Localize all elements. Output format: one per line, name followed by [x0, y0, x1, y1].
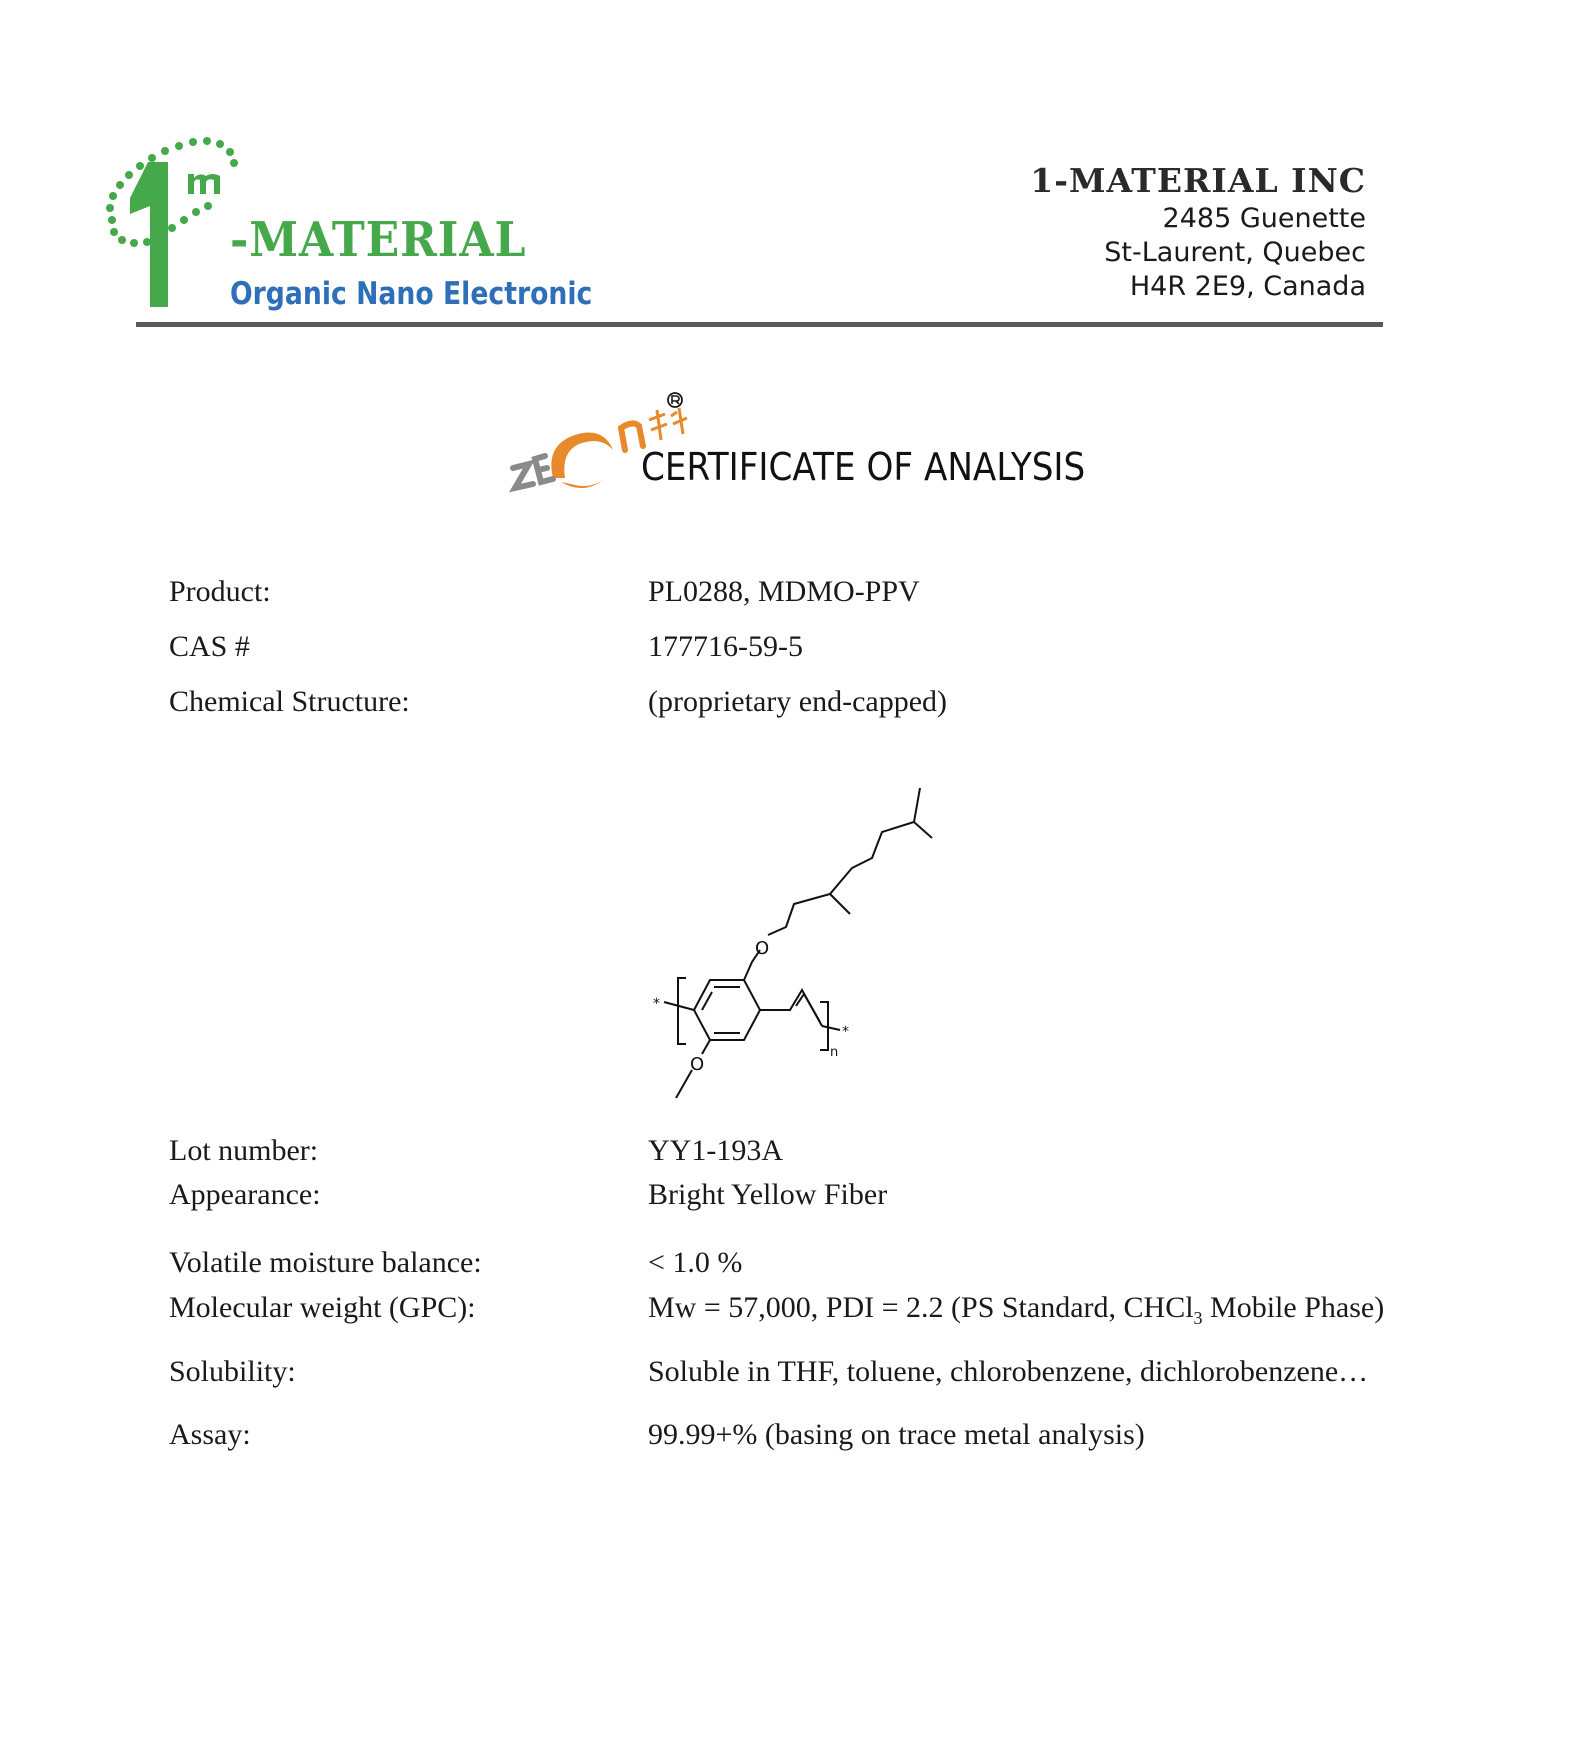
molecular-weight-subscript: 3 [1193, 1308, 1203, 1328]
oxygen-atom-lower: O [690, 1054, 705, 1075]
cas-value: 177716-59-5 [648, 630, 803, 663]
chain-end-right: * [842, 1024, 849, 1040]
document-title: CERTIFICATE OF ANALYSIS [641, 445, 1086, 489]
assay-value: 99.99+% (basing on trace metal analysis) [648, 1418, 1145, 1451]
chemical-structure-value: (proprietary end-capped) [648, 685, 948, 718]
molecular-weight-value [648, 1290, 1384, 1336]
molecular-weight-label: Molecular weight (GPC): [169, 1291, 476, 1324]
appearance-value: Bright Yellow Fiber [648, 1178, 888, 1211]
appearance-label: Appearance: [169, 1178, 321, 1211]
address-street: 2485 Guenette [1162, 203, 1366, 234]
product-value: PL0288, MDMO-PPV [648, 575, 920, 608]
address-postal: H4R 2E9, Canada [1129, 271, 1366, 302]
company-name: 1-MATERIAL INC [1030, 161, 1366, 200]
logo-wordmark: -MATERIAL [230, 212, 527, 268]
moisture-value: < 1.0 % [648, 1246, 743, 1279]
moisture-label: Volatile moisture balance: [169, 1246, 482, 1279]
chemical-structure-diagram [640, 770, 960, 1100]
assay-label: Assay: [169, 1418, 251, 1451]
logo-tagline: Organic Nano Electronic [230, 276, 593, 312]
address-city: St-Laurent, Quebec [1104, 237, 1366, 268]
cas-label: CAS # [169, 630, 250, 663]
molecular-weight-text-end: Mobile Phase) [1202, 1291, 1385, 1324]
product-label: Product: [169, 575, 271, 608]
molecular-weight-text: Mw = 57,000, PDI = 2.2 (PS Standard, CHCl [648, 1291, 1194, 1324]
repeat-unit-subscript: n [830, 1045, 839, 1060]
solubility-label: Solubility: [169, 1355, 296, 1388]
company-info [1030, 160, 1366, 304]
lot-number-value: YY1-193A [648, 1134, 783, 1167]
chemical-structure-label: Chemical Structure: [169, 685, 410, 718]
lot-number-label: Lot number: [169, 1134, 319, 1167]
header-divider [136, 322, 1383, 327]
chain-end-left: * [653, 996, 660, 1012]
solubility-value: Soluble in THF, toluene, chlorobenzene, dichlorobenzene… [648, 1355, 1369, 1388]
oxygen-atom-upper: O [755, 938, 770, 959]
